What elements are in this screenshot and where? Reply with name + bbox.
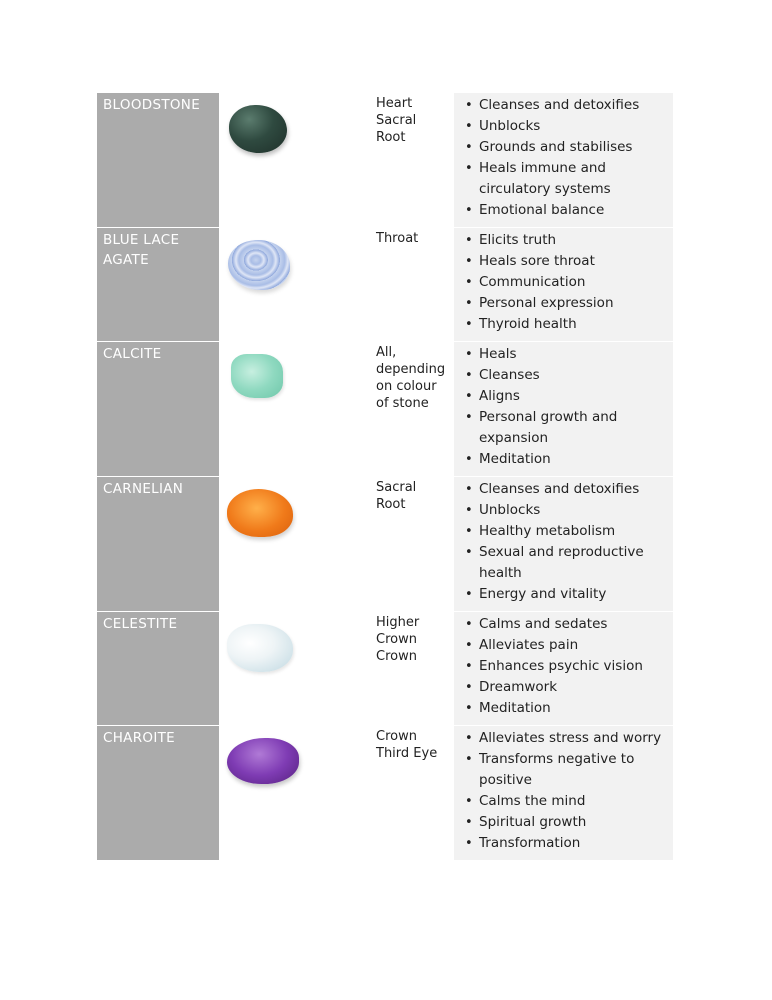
list-item: • Dreamwork	[460, 677, 667, 698]
table-row	[97, 93, 673, 228]
chakra-list: Heart Sacral Root	[376, 96, 417, 145]
list-item: • Cleanses and detoxifies	[460, 95, 667, 116]
stone-name: CHAROITE	[97, 726, 219, 860]
benefits-list	[454, 228, 673, 341]
calcite-stone-image	[231, 354, 283, 398]
list-item: • Spiritual growth	[460, 812, 667, 833]
stone-image-cell	[219, 93, 368, 227]
list-item: • Enhances psychic vision	[460, 656, 667, 677]
list-item: • Transforms negative to positive	[460, 749, 667, 791]
list-item: • Heals sore throat	[460, 251, 667, 272]
list-item: • Personal growth and expansion	[460, 407, 667, 449]
list-item: • Energy and vitality	[460, 584, 667, 605]
carnelian-stone-image	[227, 489, 293, 537]
chakra-list: Higher Crown Crown	[376, 615, 420, 664]
list-item: • Meditation	[460, 698, 667, 719]
stone-name: BLUE LACE AGATE	[97, 228, 219, 341]
chakra-list: Throat	[376, 231, 419, 246]
list-item: • Communication	[460, 272, 667, 293]
crystal-table	[97, 93, 673, 860]
table-row	[97, 612, 673, 726]
benefits-list	[454, 342, 673, 476]
stone-name: CALCITE	[97, 342, 219, 476]
list-item: • Thyroid health	[460, 314, 667, 335]
list-item: • Personal expression	[460, 293, 667, 314]
stone-image-cell	[219, 477, 368, 611]
table-row	[97, 726, 673, 860]
table-row	[97, 228, 673, 342]
list-item: • Alleviates pain	[460, 635, 667, 656]
list-item: • Alleviates stress and worry	[460, 728, 667, 749]
list-item: • Heals	[460, 344, 667, 365]
list-item: • Unblocks	[460, 116, 667, 137]
stone-image-cell	[219, 342, 368, 476]
list-item: • Healthy metabolism	[460, 521, 667, 542]
stone-name: BLOODSTONE	[97, 93, 219, 227]
stone-name: CARNELIAN	[97, 477, 219, 611]
chakra-list: Crown Third Eye	[376, 729, 438, 761]
stone-image-cell	[219, 726, 368, 860]
list-item: • Cleanses and detoxifies	[460, 479, 667, 500]
charoite-stone-image	[227, 738, 299, 784]
list-item: • Calms and sedates	[460, 614, 667, 635]
list-item: • Unblocks	[460, 500, 667, 521]
list-item: • Aligns	[460, 386, 667, 407]
list-item: • Elicits truth	[460, 230, 667, 251]
stone-image-cell	[219, 612, 368, 725]
list-item: • Meditation	[460, 449, 667, 470]
list-item: • Grounds and stabilises	[460, 137, 667, 158]
list-item: • Emotional balance	[460, 200, 667, 221]
table-row	[97, 477, 673, 612]
list-item: • Sexual and reproductive health	[460, 542, 667, 584]
table-row	[97, 342, 673, 477]
list-item: • Transformation	[460, 833, 667, 854]
blue-lace-agate-stone-image	[228, 240, 290, 290]
list-item: • Cleanses	[460, 365, 667, 386]
stone-image-cell	[219, 228, 368, 341]
benefits-list	[454, 93, 673, 227]
benefits-list	[454, 726, 673, 860]
benefits-list	[454, 612, 673, 725]
list-item: • Heals immune and circulatory systems	[460, 158, 667, 200]
benefits-list	[454, 477, 673, 611]
chakra-list: Sacral Root	[376, 480, 417, 512]
bloodstone-stone-image	[229, 105, 287, 153]
celestite-stone-image	[227, 624, 293, 672]
stone-name: CELESTITE	[97, 612, 219, 725]
chakra-list: All, depending on colour of stone	[376, 345, 446, 411]
list-item: • Calms the mind	[460, 791, 667, 812]
